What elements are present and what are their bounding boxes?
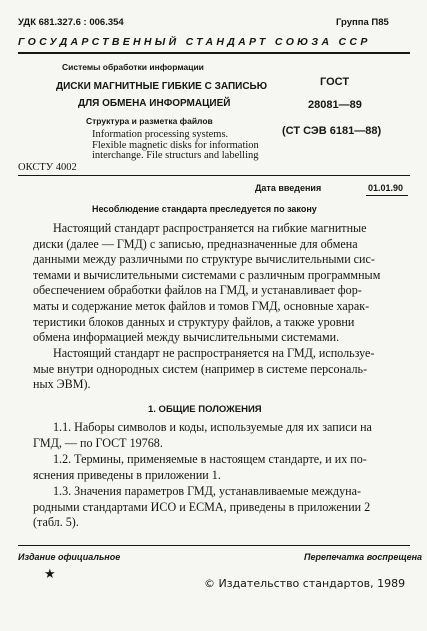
- document-subtitle: Структура и разметка файлов: [86, 116, 213, 126]
- okstu-code: ОКСТУ 4002: [18, 162, 77, 173]
- intro-paragraph-1: [33, 221, 401, 346]
- english-title: [92, 130, 259, 162]
- date-value: 01.01.90: [368, 183, 404, 193]
- footer-rule: [18, 545, 410, 546]
- document-title-line1: ДИСКИ МАГНИТНЫЕ ГИБКИЕ С ЗАПИСЬЮ: [56, 81, 268, 92]
- text-line: теристики блоков данных и структуру файлов, а также уровни: [33, 314, 355, 329]
- text-line: мые внутри однородных систем (например в системе персональ-: [33, 361, 368, 376]
- english-title-line: Flexible magnetic disks for information: [92, 139, 259, 151]
- section-heading: 1. ОБЩИЕ ПОЛОЖЕНИЯ: [148, 404, 262, 415]
- text-line: диски (далее — ГМД) с записью, предназначенные для обмена: [33, 236, 358, 251]
- date-label: Дата введения: [255, 183, 322, 193]
- text-line: ГМД, — по ГОСТ 19768.: [33, 435, 163, 450]
- legal-notice: Несоблюдение стандарта преследуется по закону: [92, 204, 317, 214]
- header-rule: [18, 52, 410, 54]
- document-title-line2: ДЛЯ ОБМЕНА ИНФОРМАЦИЕЙ: [78, 98, 231, 109]
- date-underline: [366, 195, 408, 196]
- text-line: яснения приведены в приложении 1.: [33, 467, 221, 482]
- text-line: Настоящий стандарт распространяется на гибкие магнитные: [53, 221, 367, 235]
- reprint-notice: Перепечатка воспрещена: [304, 552, 423, 562]
- text-line: 1.3. Значения параметров ГМД, устанавливаемые междуна-: [53, 484, 361, 498]
- star-icon: ★: [44, 566, 56, 581]
- official-edition: Издание официальное: [18, 552, 121, 562]
- state-standard-heading: ГОСУДАРСТВЕННЫЙ СТАНДАРТ СОЮЗА ССР: [18, 36, 371, 48]
- intro-paragraph-2: [33, 346, 401, 393]
- text-line: данными между различными по структуре вычислительными сис-: [33, 252, 375, 267]
- english-title-line: interchange. File structurs and labelling: [92, 150, 259, 161]
- text-line: 1.2. Термины, применяемые в настоящем стандарте, и их по-: [53, 452, 367, 466]
- text-line: маты и содержание меток файлов и томов ГМД, основные харак-: [33, 298, 370, 313]
- title-block-rule: [18, 175, 410, 176]
- text-line: (табл. 5).: [33, 515, 79, 530]
- text-line: ных ЭВМ).: [33, 377, 91, 392]
- system-line: Системы обработки информации: [62, 62, 204, 72]
- clause-1-3: [33, 484, 401, 531]
- text-line: 1.1. Наборы символов и коды, используемые для их записи на: [53, 420, 372, 434]
- clause-1-2: [33, 452, 401, 483]
- text-line: темами и вычислительными системами с различным программным: [33, 267, 381, 282]
- gost-number: 28081—89: [308, 99, 362, 111]
- group-code: Группа П85: [336, 17, 389, 28]
- text-line: Настоящий стандарт не распространяется на ГМД, используе-: [53, 346, 375, 360]
- copyright: © Издательство стандартов, 1989: [204, 577, 406, 590]
- text-line: родными стандартами ИСО и ЕСМА, приведены в приложении 2: [33, 499, 371, 514]
- text-line: обмена информацией между вычислительными системами.: [33, 330, 340, 345]
- text-line: обеспечением обработки файлов на ГМД, и устанавливает фор-: [33, 283, 362, 298]
- udk-code: УДК 681.327.6 : 006.354: [18, 17, 124, 28]
- gost-label: ГОСТ: [320, 76, 350, 88]
- st-sev-number: (СТ СЭВ 6181—88): [282, 125, 382, 137]
- clause-1-1: [33, 420, 401, 451]
- english-title-line: Information processing systems.: [92, 129, 229, 140]
